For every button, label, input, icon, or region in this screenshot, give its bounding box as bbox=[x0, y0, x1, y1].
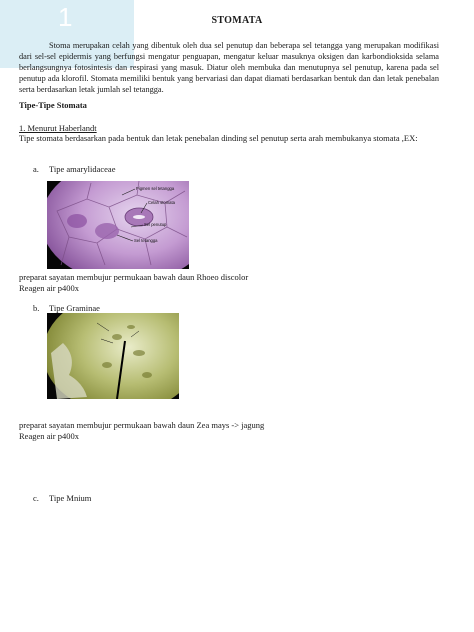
list-item-label: Tipe amarylidaceae bbox=[48, 164, 116, 174]
caption-line: Reagen air p400x bbox=[19, 283, 79, 293]
image-label-sel-tetangga: Sel tetangga bbox=[134, 238, 158, 243]
list-item-marker: b. bbox=[33, 303, 40, 313]
list-item-marker: a. bbox=[33, 164, 39, 174]
image-label-pigmen: Pigmen sel tetangga bbox=[136, 186, 175, 191]
list-item-type-b bbox=[33, 303, 100, 313]
intro-text: Stoma merupakan celah yang dibentuk oleh dua sel penutup dan beberapa sel tetangga yang merupakan modifikasi dari sel-sel epidermis yang berfungsi mengatur penguapan, mengatur keluar masuknya oksigen dan karbondioksida selama berlangsungnya fotosintesis dan respirasi yang masuk. Diatur oleh membuka dan menutupnya sel penutup, karena pada sel penutup ada klorofil. Stomata memiliki bentuk yang bervariasi dan dapat diamati berdasarkan bentuk dan dan letak penebalan serta berdasarkan letak jumlah sel tetangga. bbox=[19, 41, 439, 94]
document-title: STOMATA bbox=[211, 15, 263, 26]
section-subheading: Tipe-Tipe Stomata bbox=[19, 100, 87, 110]
intro-paragraph bbox=[19, 40, 439, 95]
caption-line: preparat sayatan membujur permukaan bawah daun Zea mays -> jagung bbox=[19, 420, 265, 430]
list-item-label: Tipe Mnium bbox=[48, 493, 92, 503]
list-item-type-c bbox=[33, 493, 91, 503]
caption-type-a bbox=[19, 272, 248, 294]
list-item-marker: c. bbox=[33, 493, 39, 503]
caption-line: preparat sayatan membujur permukaan bawah daun Rhoeo discolor bbox=[19, 272, 249, 282]
micrograph-rhoeo-discolor bbox=[47, 181, 189, 269]
caption-line: Reagen air p400x bbox=[19, 431, 79, 441]
micrograph-zea-mays bbox=[47, 313, 179, 399]
image-label-celah: Celah stomata bbox=[148, 200, 175, 205]
list-item-type-a bbox=[33, 164, 115, 174]
image-label-sel-penutup: Sel penutup bbox=[144, 222, 167, 227]
page-number: 1 bbox=[58, 2, 73, 32]
section-heading-haberlandt: 1. Menurut Haberlandt bbox=[19, 123, 97, 133]
list-item-label: Tipe Graminae bbox=[48, 303, 100, 313]
section-body-haberlandt: Tipe stomata berdasarkan pada bentuk dan letak penebalan dinding sel penutup serta arah membukanya stomata ,EX: bbox=[19, 133, 418, 143]
caption-type-b bbox=[19, 420, 264, 442]
